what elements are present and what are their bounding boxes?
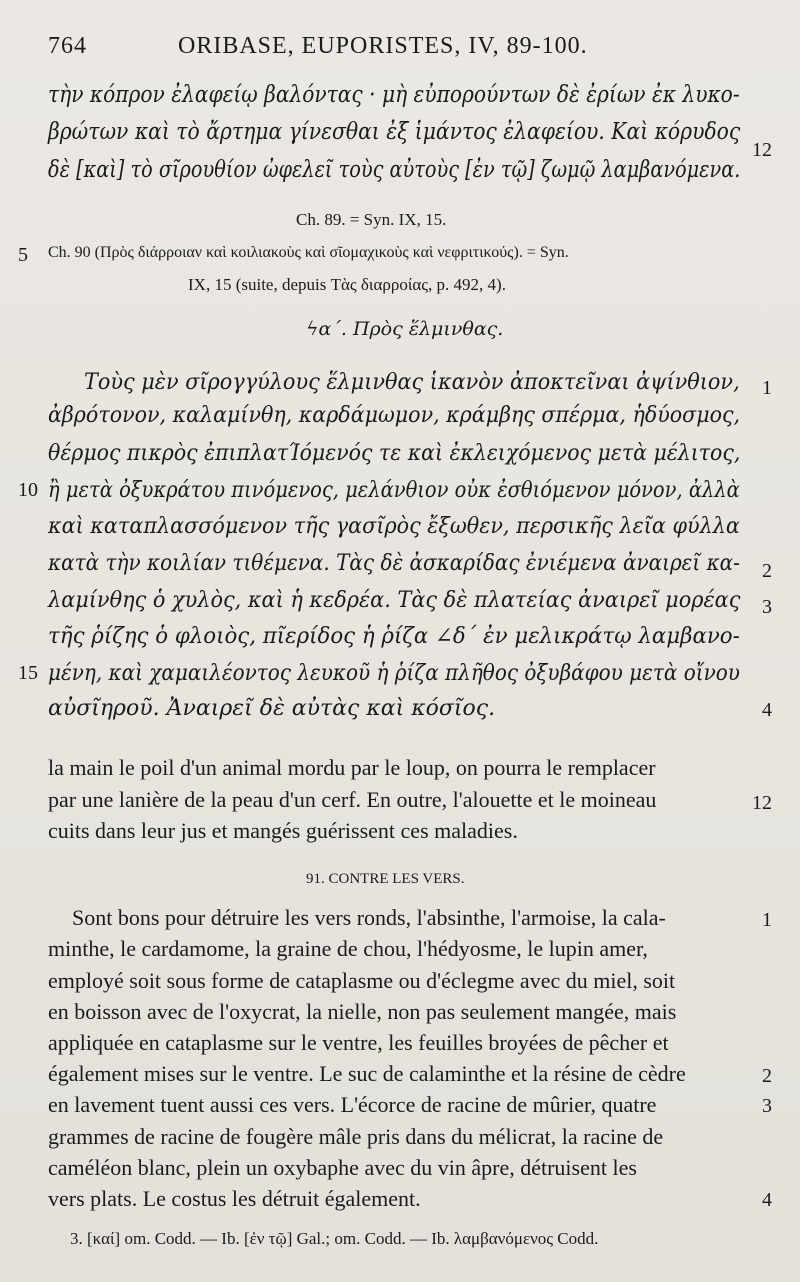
greek-line: αὐσῖηροῦ. Ἀναιρεῖ δὲ αὐτὰς καὶ κόσῖος.: [48, 696, 496, 721]
margin-number: 3: [762, 596, 772, 618]
chapter-reference: Ch. 90 (Πρὸς διάρροιαν καὶ κοιλιακοὺς καὶ σῖομαχικοὺς καὶ νεφριτικούς). = Syn.: [48, 244, 569, 261]
french-line: en boisson avec de l'oxycrat, la nielle, non pas seulement mangée, mais: [48, 999, 677, 1024]
french-line: Sont bons pour détruire les vers ronds, l'absinthe, l'armoise, la cala-: [72, 905, 666, 930]
margin-number: 15: [18, 662, 38, 684]
french-section-title: 91. CONTRE LES VERS.: [306, 871, 465, 887]
french-line: caméléon blanc, plein un oxybaphe avec du vin âpre, détruisent les: [48, 1155, 637, 1180]
french-line: grammes de racine de fougère mâle pris dans du mélicrat, la racine de: [48, 1124, 664, 1149]
greek-line: βρώτων καὶ τὸ ἄρτημα γίνεσθαι ἐξ ἱμάντος ἐλαφείου. Καὶ κόρυδος: [48, 119, 741, 145]
greek-line: ἢ μετὰ ὀξυκράτου πινόμενος, μελάνθιον οὐκ ἐσθιόμενον μόνον, ἀλλὰ: [48, 478, 740, 503]
page-number: 764: [48, 33, 87, 59]
french-line: la main le poil d'un animal mordu par le loup, on pourra le remplacer: [48, 755, 656, 780]
margin-number: 4: [762, 1189, 772, 1211]
footnote: 3. [καί] om. Codd. — Ib. [ἐν τῷ] Gal.; om. Codd. — Ib. λαμβανόμενος Codd.: [70, 1229, 599, 1248]
chapter-reference: Ch. 89. = Syn. IX, 15.: [296, 210, 447, 229]
french-line: employé soit sous forme de cataplasme ou d'éclegme avec du miel, soit: [48, 968, 676, 993]
margin-number: 1: [762, 377, 772, 399]
french-line: également mises sur le ventre. Le suc de calaminthe et la résine de cèdre: [48, 1061, 686, 1086]
margin-number: 3: [762, 1095, 772, 1117]
greek-line: ἀβρότονον, καλαμίνθη, καρδάμωμον, κράμβης σπέρμα, ἡδύοσμος,: [48, 403, 741, 428]
margin-number: 4: [762, 699, 772, 721]
greek-section-title: ϟα΄. Πρὸς ἕλμινθας.: [306, 318, 504, 340]
greek-line: θέρμος πικρὸς ἐπιπλατΊόμενός τε καὶ ἐκλειχόμενος μετὰ μέλιτος,: [48, 441, 741, 466]
greek-line: λαμίνθης ὁ χυλὸς, καὶ ἡ κεδρέα. Τὰς δὲ πλατείας ἀναιρεῖ μορέας: [48, 588, 741, 613]
margin-number: 12: [752, 792, 772, 814]
french-line: cuits dans leur jus et mangés guérissent ces maladies.: [48, 818, 518, 843]
greek-line: τῆς ῥίζης ὁ φλοιὸς, πῖερίδος ἡ ῥίζα ∠δ΄ ἐν μελικράτῳ λαμβανο-: [48, 624, 740, 649]
margin-number: 12: [752, 139, 772, 161]
french-line: en lavement tuent aussi ces vers. L'écorce de racine de mûrier, quatre: [48, 1092, 657, 1117]
greek-line: καὶ καταπλασσόμενον τῆς γασῖρὸς ἔξωθεν, περσικῆς λεῖα φύλλα: [48, 514, 740, 539]
greek-line: δὲ [καὶ] τὸ σῖρουθίον ὠφελεῖ τοὺς αὐτοὺς [ἐν τῷ] ζωμῷ λαμβανόμενα.: [48, 157, 741, 183]
margin-number: 1: [762, 909, 772, 931]
greek-line: Τοὺς μὲν σῖρογγύλους ἕλμινθας ἱκανὸν ἀποκτεῖναι ἀψίνθιον,: [84, 370, 740, 395]
french-line: par une lanière de la peau d'un cerf. En outre, l'alouette et le moineau: [48, 787, 657, 812]
greek-line: τὴν κόπρον ἐλαφείῳ βαλόντας · μὴ εὐπορούντων δὲ ἐρίων ἐκ λυκο-: [48, 82, 740, 108]
margin-number: 2: [762, 1065, 772, 1087]
french-line: vers plats. Le costus les détruit également.: [48, 1186, 421, 1211]
margin-number: 5: [18, 244, 28, 266]
margin-number: 10: [18, 479, 38, 501]
french-line: minthe, le cardamome, la graine de chou, l'hédyosme, le lupin amer,: [48, 936, 648, 961]
chapter-reference: IX, 15 (suite, depuis Τὰς διαρροίας, p. 492, 4).: [188, 275, 506, 294]
french-line: appliquée en cataplasme sur le ventre, les feuilles broyées de pêcher et: [48, 1030, 669, 1055]
margin-number: 2: [762, 560, 772, 582]
running-title: ORIBASE, EUPORISTES, IV, 89-100.: [178, 33, 588, 59]
greek-line: μένη, καὶ χαμαιλέοντος λευκοῦ ἡ ῥίζα πλῆθος ὀξυβάφου μετὰ οἴνου: [48, 661, 740, 686]
greek-line: κατὰ τὴν κοιλίαν τιθέμενα. Τὰς δὲ ἀσκαρίδας ἐνιέμενα ἀναιρεῖ κα-: [48, 551, 740, 576]
